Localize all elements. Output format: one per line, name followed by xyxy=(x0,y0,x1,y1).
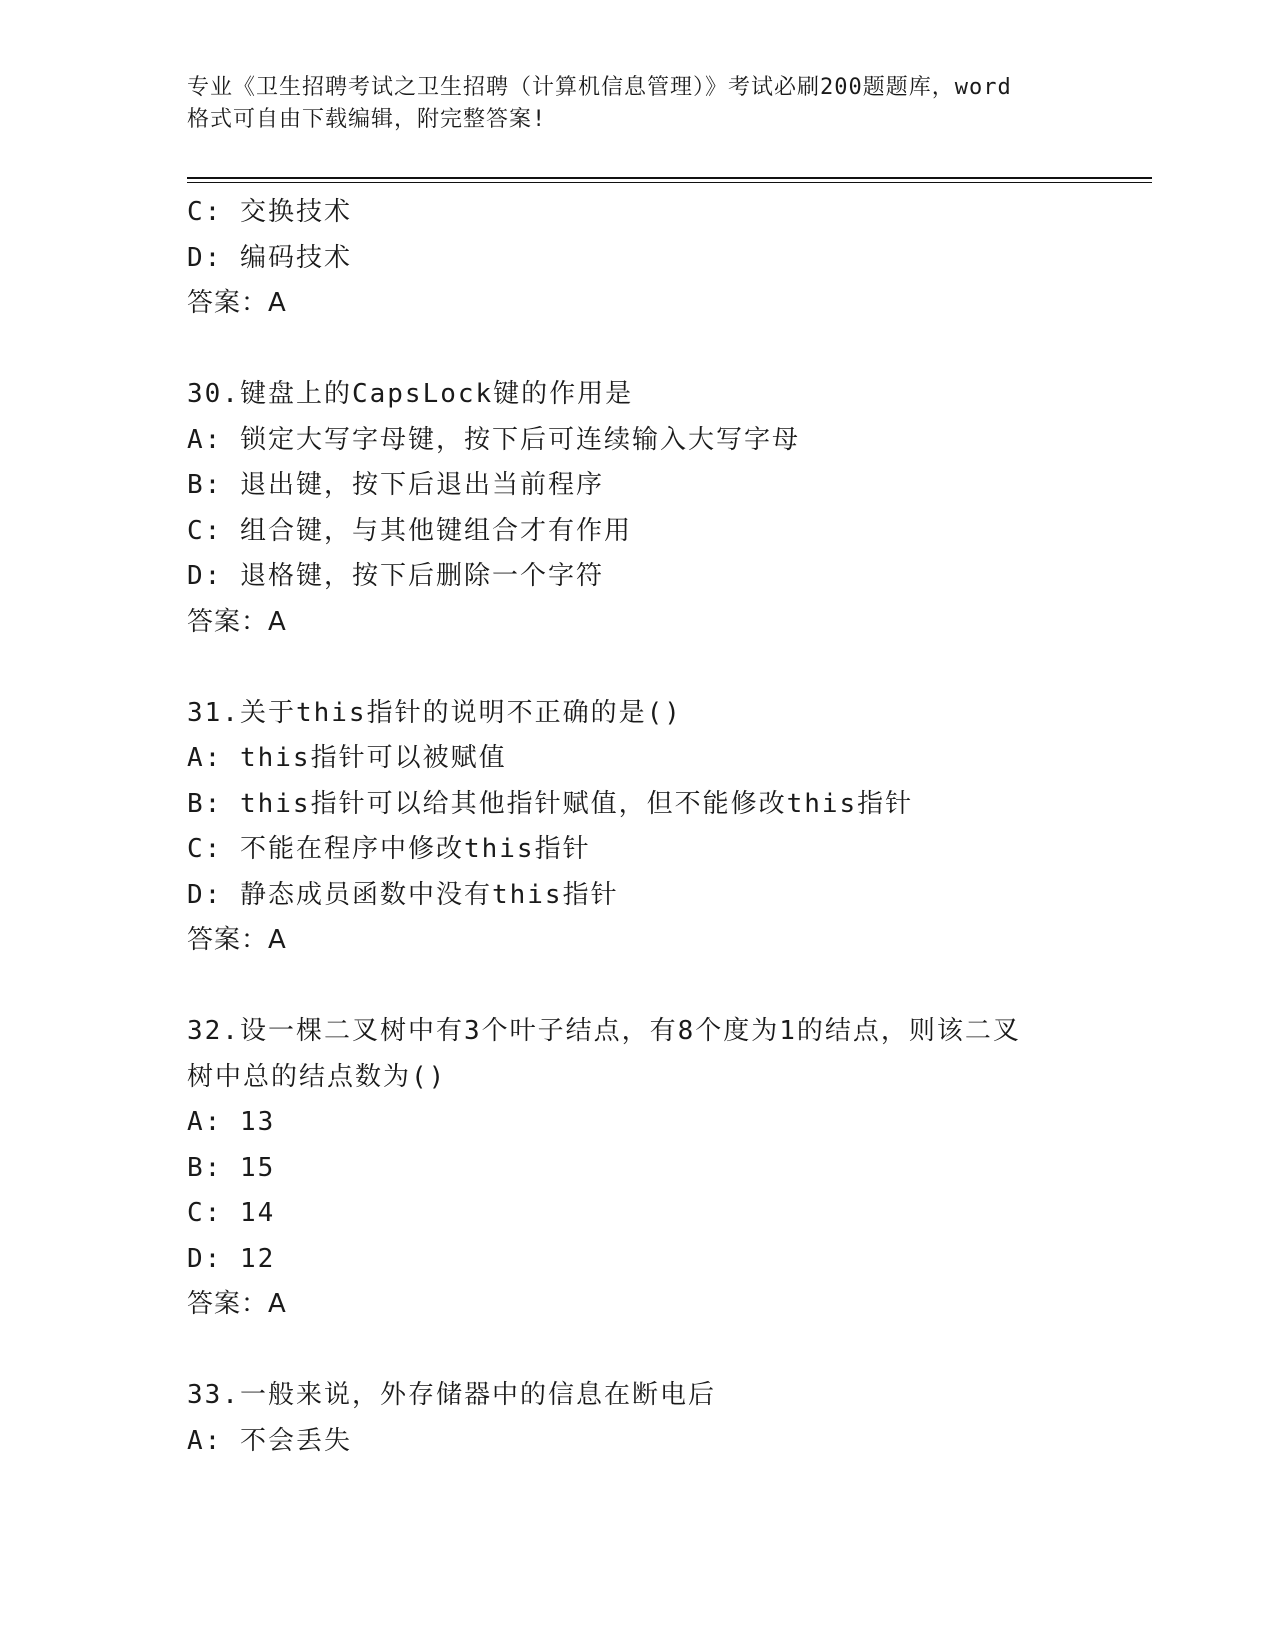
option-a: A: 不会丢失 xyxy=(187,1425,352,1456)
question-text: 31.关于this指针的说明不正确的是() xyxy=(187,697,682,728)
answer-line: 答案：A xyxy=(187,925,287,955)
spacer xyxy=(187,327,1137,373)
spacer xyxy=(187,964,1137,1010)
answer-line: 答案：A xyxy=(187,606,287,637)
option-d: D: 静态成员函数中没有this指针 xyxy=(187,879,619,910)
option-c: C: 交换技术 xyxy=(187,197,352,227)
option-d: D: 12 xyxy=(187,1243,276,1274)
question-text: 33.一般来说，外存储器中的信息在断电后 xyxy=(187,1380,716,1410)
answer-line: 答案：A xyxy=(187,288,287,318)
option-a: A: 13 xyxy=(187,1107,276,1137)
document-header xyxy=(187,72,1087,136)
question-text: 32.设一棵二叉树中有3个叶子结点，有8个度为1的结点，则该二叉 xyxy=(187,1016,1021,1046)
option-a: A: this指针可以被赋值 xyxy=(187,743,507,773)
option-c: C: 14 xyxy=(187,1198,276,1228)
question-33 xyxy=(187,1373,1137,1464)
question-text: 30.键盘上的CapsLock键的作用是 xyxy=(187,379,634,409)
question-31 xyxy=(187,691,1137,964)
option-c: C: 组合键，与其他键组合才有作用 xyxy=(187,515,632,546)
option-d: D: 退格键，按下后删除一个字符 xyxy=(187,561,604,591)
question-list xyxy=(187,190,1137,1464)
option-b: B: 15 xyxy=(187,1152,276,1183)
header-title-line-1: 专业《卫生招聘考试之卫生招聘（计算机信息管理）》考试必刷200题题库，word xyxy=(187,75,1012,100)
question-32 xyxy=(187,1009,1137,1328)
spacer xyxy=(187,1328,1137,1374)
header-title-line-2: 格式可自由下载编辑，附完整答案! xyxy=(187,107,547,132)
option-b: B: this指针可以给其他指针赋值，但不能修改this指针 xyxy=(187,788,914,819)
option-a: A: 锁定大写字母键，按下后可连续输入大写字母 xyxy=(187,424,800,455)
question-text-continued: 树中总的结点数为() xyxy=(187,1061,447,1092)
question-30 xyxy=(187,372,1137,645)
spacer xyxy=(187,645,1137,691)
continued-question xyxy=(187,190,1137,327)
option-d: D: 编码技术 xyxy=(187,242,352,273)
option-b: B: 退出键，按下后退出当前程序 xyxy=(187,470,604,500)
header-divider xyxy=(187,177,1152,183)
option-c: C: 不能在程序中修改this指针 xyxy=(187,834,591,864)
answer-line: 答案：A xyxy=(187,1289,287,1319)
